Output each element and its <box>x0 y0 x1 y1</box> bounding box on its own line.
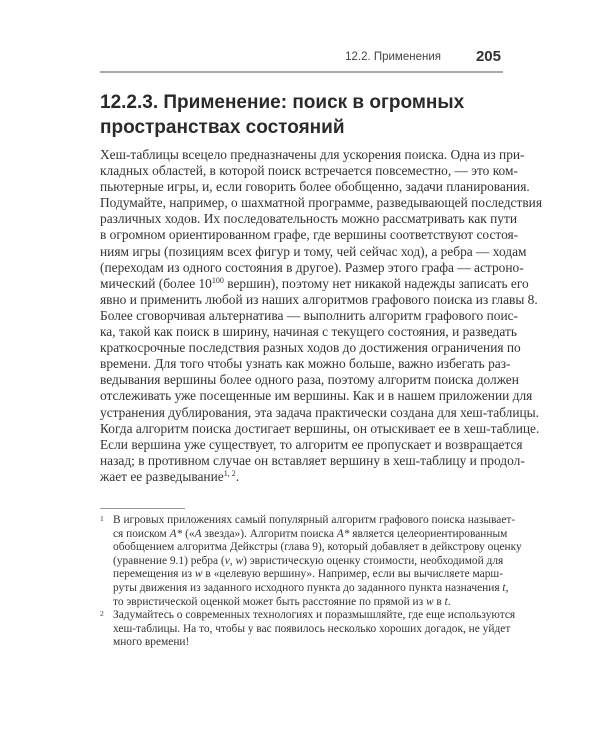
text-segment: Задумайтесь о современных технологиях и поразмышляйте, где еще используются <box>113 609 516 622</box>
text-segment: ка, такой как поиск в ширину, начиная с текущего состояния, и разведать <box>100 324 517 340</box>
text-segment: перемещения из <box>113 568 195 581</box>
text-segment: краткосрочные последствия разных ходов до достижения ограничения по <box>100 340 521 356</box>
text-segment: (« <box>182 527 195 540</box>
text-segment: хеш-таблицы. На то, чтобы у вас появилось несколько хороших догадок, не уйдет <box>113 622 511 635</box>
text-segment: . <box>235 468 240 484</box>
text-line <box>100 291 538 308</box>
italic-text: w <box>425 595 434 608</box>
text-line <box>100 372 519 388</box>
text-segment: назад; в противном случае он вставляет вершину в хеш-таблицу и продол- <box>100 452 525 468</box>
text-segment: (уравнение 9.1) ребра ( <box>113 554 225 567</box>
text-segment: отслеживать уже посещенные им вершины. Как и в нашем приложении для <box>100 388 533 404</box>
text-line <box>100 195 542 211</box>
text-segment: явно и применить любой из наших алгоритмов графового поиска из главы 8. <box>100 291 538 307</box>
text-line <box>113 555 503 569</box>
text-segment: звезда»). Алгоритм поиска <box>201 527 337 540</box>
text-line <box>113 609 516 623</box>
text-segment: В игровых приложениях самый популярный алгоритм графового поиска называет- <box>113 514 516 526</box>
text-line <box>100 211 518 227</box>
text-segment: обобщением алгоритма Дейкстры (глава 9), который добавляет в дейкстрову оценку <box>113 541 522 554</box>
text-segment: , <box>229 554 236 567</box>
text-line <box>113 622 511 637</box>
text-line <box>100 356 511 372</box>
footnote <box>100 609 516 650</box>
text-segment: мический (более 10 <box>100 275 212 291</box>
text-segment: жает ее разведывание <box>100 468 224 484</box>
text-line <box>113 581 509 596</box>
footnote <box>100 514 522 609</box>
text-segment: ниям игры (позициям всех фигур и тому, чей сейчас ход), а ребра — ходам <box>100 243 527 259</box>
text-segment: устранения дублирования, эта задача практически создана для хеш-таблицы. <box>100 404 539 420</box>
text-segment: Хеш-таблицы всецело предназначены для ускорения поиска. Одна из при- <box>100 147 525 162</box>
superscript: 1, 2 <box>223 468 236 478</box>
text-segment: то эвристической оценкой может быть расстояние по прямой из <box>113 595 426 608</box>
text-segment: , <box>505 581 509 594</box>
text-segment: руты движения из заданного исходного пункта до заданного пункта назначения <box>113 581 503 594</box>
text-line <box>113 514 516 528</box>
header-divider <box>100 71 503 73</box>
text-segment: ведывания вершины более одного раза, поэтому алгоритм поиска должен <box>100 372 519 388</box>
text-segment: времени. Для того чтобы узнать как можно больше, важно избегать раз- <box>100 356 511 372</box>
text-segment: ся поиском <box>113 527 170 540</box>
text-line <box>100 452 525 469</box>
section-heading <box>100 90 503 140</box>
text-line <box>100 163 518 179</box>
section-heading-line: пространствах состояний <box>100 117 345 138</box>
italic-text: t <box>444 595 448 608</box>
text-line <box>100 420 540 437</box>
footnote-marker: 1 <box>100 514 104 523</box>
text-segment: Подумайте, например, о шахматной программе, разведывающей последствия <box>100 195 542 211</box>
italic-text: A* <box>336 527 350 540</box>
text-segment: различных ходов. Их последовательность можно рассматривать как пути <box>100 211 518 227</box>
superscript: 100 <box>211 275 224 285</box>
text-segment: много времени! <box>113 636 190 649</box>
italic-text: A* <box>169 527 183 540</box>
text-line <box>100 324 517 340</box>
text-segment: является целеориентированным <box>349 527 508 540</box>
text-segment: в <box>433 595 445 608</box>
text-segment: Если вершина уже существует, то алгоритм ее пропускает и возвращается <box>100 436 523 452</box>
text-line <box>100 340 521 356</box>
italic-text: A <box>194 527 202 540</box>
footnotes <box>100 514 522 650</box>
text-line <box>113 568 503 582</box>
footnote-divider <box>100 508 185 509</box>
italic-text: t <box>502 581 506 594</box>
italic-text: w <box>235 554 244 567</box>
italic-text: v <box>224 554 230 567</box>
footnote-marker: 2 <box>100 609 104 619</box>
text-line <box>100 147 525 163</box>
text-line <box>100 243 527 260</box>
section-heading-line: 12.2.3. Применение: поиск в огромных <box>100 92 465 113</box>
text-line <box>100 307 519 324</box>
text-segment: . <box>447 595 451 608</box>
text-segment: Когда алгоритм поиска достигает вершины, он отыскивает ее в хеш-таблице. <box>100 420 540 436</box>
running-section-title: 12.2. Применения <box>345 51 441 63</box>
running-header <box>100 48 503 68</box>
text-segment: пьютерные игры, и, если говорить более обобщенно, задачи планирования. <box>100 179 530 195</box>
italic-text: w <box>194 568 203 581</box>
text-line <box>100 259 524 276</box>
text-line <box>100 404 539 421</box>
text-segment: кладных областей, в которой поиск встречается повсеместно, — это ком- <box>100 163 518 179</box>
text-line <box>113 541 522 555</box>
text-segment: вершин), поэтому нет никакой надежды записать его <box>223 275 529 291</box>
text-line <box>113 596 503 610</box>
text-line <box>113 636 503 650</box>
text-segment: в огромном ориентированном графе, где вершины соответствуют состоя- <box>100 227 519 243</box>
text-line <box>113 527 508 542</box>
page-number: 205 <box>475 48 501 65</box>
text-line <box>100 227 519 243</box>
text-segment: (переходам из одного состояния в другое). Размер этого графа — астроно- <box>100 259 524 275</box>
text-line <box>100 388 533 404</box>
text-line <box>100 436 523 453</box>
text-line <box>100 275 529 292</box>
text-segment: в «целевую вершину». Например, если вы вычисляете марш- <box>202 568 503 581</box>
text-line <box>100 179 530 195</box>
text-segment: Более сговорчивая альтернатива — выполнить алгоритм графового поис- <box>100 307 519 323</box>
text-line <box>100 469 503 485</box>
body-paragraph <box>100 147 542 485</box>
text-segment: ) эвристическую оценку стоимости, необходимой для <box>243 554 504 567</box>
